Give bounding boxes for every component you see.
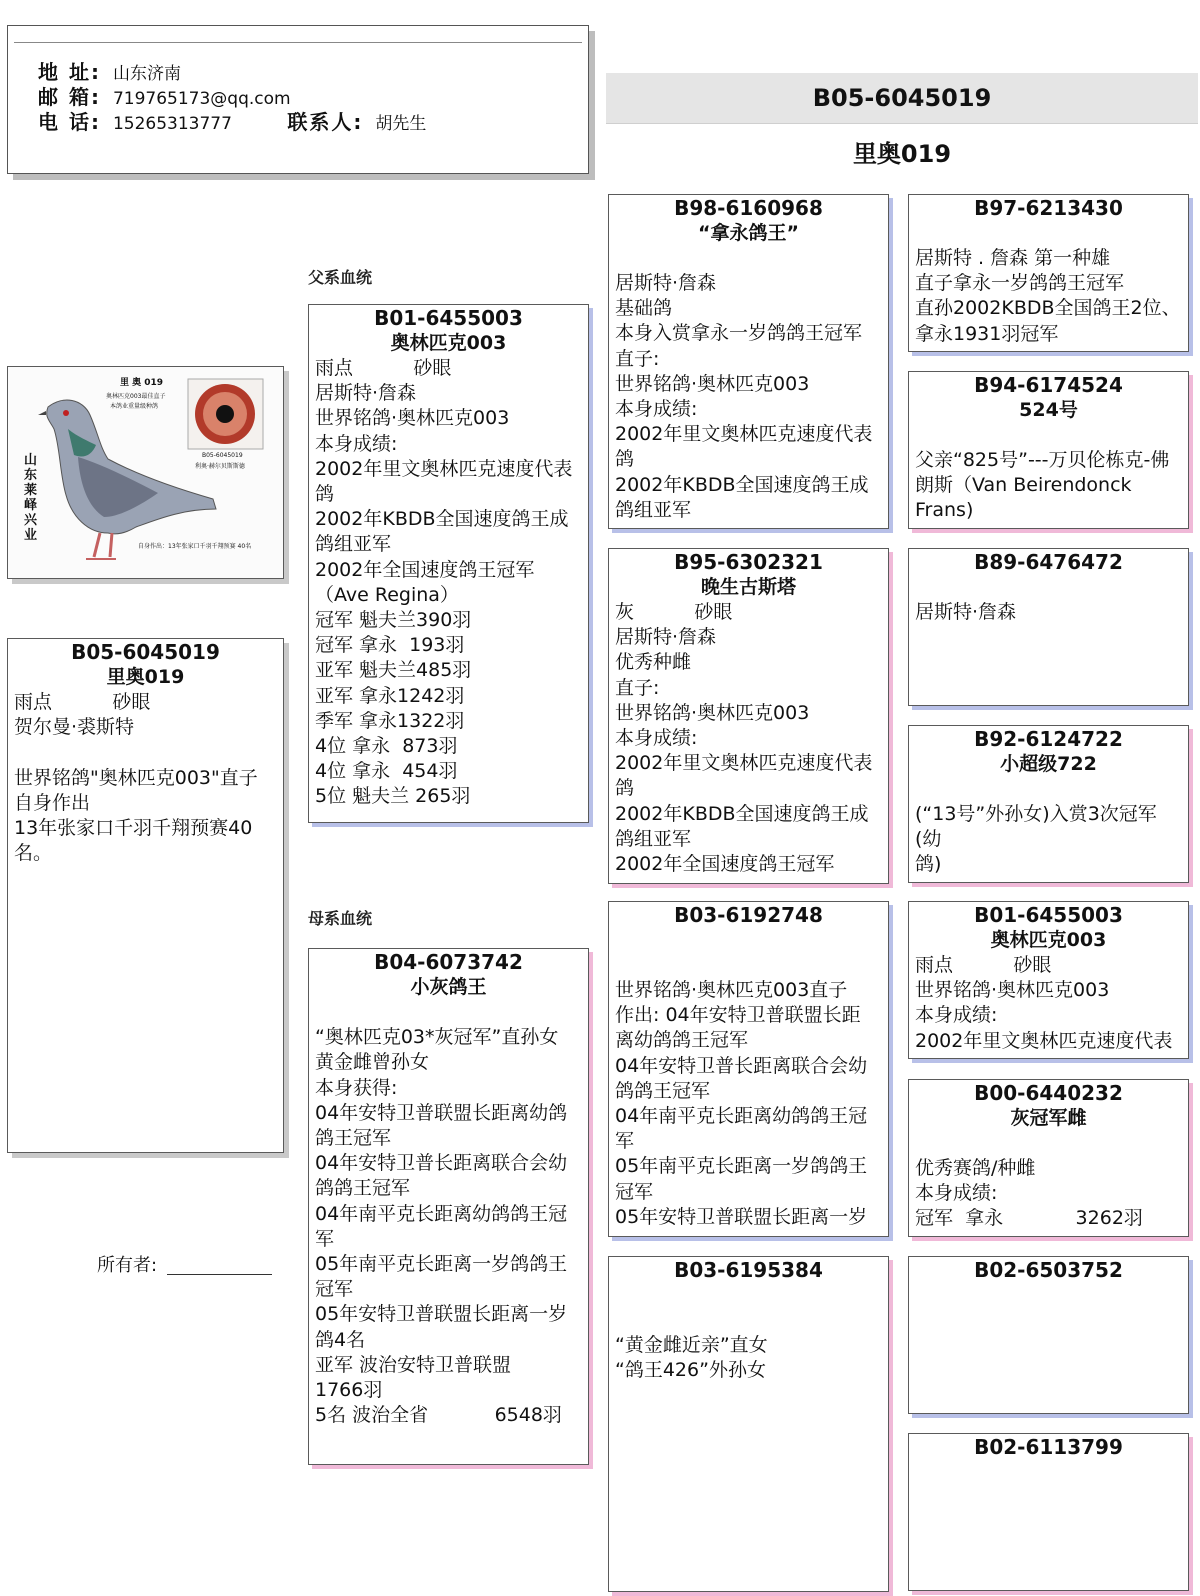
gen4-6-ring: B02-6503752 xyxy=(974,1258,1123,1282)
pedigree-text-line: 鸽组亚军 xyxy=(315,533,392,556)
dam-line-label: 母系血统 xyxy=(308,909,373,928)
pedigree-text-line: 鸽 xyxy=(315,483,335,506)
photo-footer: 自身作出：13年张家口千羽千翔预赛 40名 xyxy=(138,543,252,550)
pedigree-text-line: 居斯特 . 詹森 第一种雄 xyxy=(915,247,1111,269)
gen4-card-1 xyxy=(908,194,1189,352)
pedigree-text-line: 名。 xyxy=(14,842,53,865)
gen4-card-8 xyxy=(908,1433,1189,1591)
pedigree-text-line: (“13号”外孙女)入赏3次冠军(幼 xyxy=(915,803,1157,851)
pedigree-text-line: 军 xyxy=(315,1227,335,1250)
pedigree-text-line: 世界铭鸽·奥林匹克003 xyxy=(615,701,810,724)
pedigree-text-line: Frans) xyxy=(915,499,974,522)
granddam-maternal-card xyxy=(608,1256,889,1592)
gen3-0-lines xyxy=(615,271,882,523)
gen3-1-lines xyxy=(615,600,882,877)
email-label: 邮 箱: xyxy=(38,85,101,109)
pedigree-text-line: 居斯特·詹森 xyxy=(315,382,417,405)
gen4-1-ring: B94-6174524 xyxy=(974,373,1123,397)
contact-person-value: 胡先生 xyxy=(375,114,427,134)
pedigree-text-line: 2002年全国速度鸽王冠军 xyxy=(615,853,835,876)
gen4-2-lines xyxy=(915,600,1182,625)
gen3-0-name: “拿永鸽王” xyxy=(698,222,799,244)
gen4-1-lines xyxy=(915,448,1182,524)
address-label: 地 址: xyxy=(38,60,101,84)
pedigree-text-line: 居斯特·詹森 xyxy=(615,272,717,294)
pedigree-text-line: 鸽鸽王冠军 xyxy=(315,1177,411,1200)
phone-value: 15265313777 xyxy=(112,114,232,134)
gen4-4-name: 奥林匹克003 xyxy=(990,929,1107,951)
pedigree-text-line: 04年安特卫普长距离联合会幼 xyxy=(315,1152,568,1175)
gen4-card-5 xyxy=(908,901,1189,1059)
subject-card xyxy=(7,638,284,1153)
photo-eye-ring: B05-6045019 xyxy=(202,452,243,459)
pedigree-text-line: 世界铭鸽·奥林匹克003直子 xyxy=(615,979,848,1001)
gen3-3-ring: B03-6195384 xyxy=(674,1258,823,1282)
contact-panel xyxy=(7,25,589,174)
pedigree-text-line: 5名 波治全省 6548羽 xyxy=(315,1404,562,1427)
gen4-0-lines xyxy=(915,246,1182,347)
sire-card xyxy=(308,304,589,823)
photo-eye-caption: 利奥·赫尔贝斯斯德 xyxy=(195,463,245,470)
subject-ring: B05-6045019 xyxy=(71,640,220,664)
gen4-3-ring: B92-6124722 xyxy=(974,727,1123,751)
pedigree-text-line: 鸽鸽王冠军 xyxy=(615,1079,711,1102)
pedigree-text-line: 灰 砂眼 xyxy=(615,601,733,623)
pedigree-text-line: 04年安特卫普长距离联合会幼 xyxy=(615,1054,868,1077)
gen4-card-3 xyxy=(908,548,1189,706)
pedigree-text-line: 贺尔曼·裘斯特 xyxy=(14,716,135,739)
pedigree-text-line: 亚军 魁夫兰485羽 xyxy=(315,659,472,682)
photo-caption-1: 奥林匹克003最佳直子 xyxy=(106,393,166,400)
grandsire-paternal-card xyxy=(608,194,889,529)
pedigree-text-line: 本身入赏拿永一岁鸽鸽王冠军 xyxy=(615,322,863,345)
grandsire-maternal-card xyxy=(608,901,889,1237)
pedigree-text-line: 本身成绩: xyxy=(315,432,398,455)
photo-title: 里 奥 019 xyxy=(120,378,164,388)
pedigree-text-line: 05年南平克长距离一岁鸽鸽王 xyxy=(615,1155,868,1178)
email-value[interactable]: 719765173@qq.com xyxy=(112,89,291,109)
pedigree-text-line: 本身成绩: xyxy=(915,1004,998,1027)
pedigree-text-line: 鸽4名 xyxy=(315,1328,366,1351)
pedigree-text-line: 5位 魁夫兰 265羽 xyxy=(315,785,471,808)
gen4-7-ring: B02-6113799 xyxy=(974,1435,1123,1459)
pedigree-text-line: 2002年KBDB全国速度鸽王成 xyxy=(315,508,569,531)
contact-divider xyxy=(14,42,582,43)
pedigree-text-line: 本身获得: xyxy=(315,1076,398,1099)
pedigree-text-line: 本身成绩: xyxy=(615,727,698,750)
pedigree-text-line: 优秀种雌 xyxy=(615,651,692,674)
subject-name: 里奥019 xyxy=(106,666,185,688)
pedigree-text-line: 04年安特卫普联盟长距离幼鸽 xyxy=(315,1101,568,1124)
pedigree-text-line: 1766羽 xyxy=(315,1379,383,1402)
pedigree-text-line: 亚军 拿永1242羽 xyxy=(315,684,465,707)
pedigree-text-line: 本身成绩: xyxy=(615,398,698,421)
contact-person-label: 联系人: xyxy=(287,110,364,134)
gen3-3-lines xyxy=(615,1333,882,1383)
sire-ring: B01-6455003 xyxy=(374,306,523,330)
pedigree-text-line: 军 xyxy=(615,1130,635,1153)
gen3-1-ring: B95-6302321 xyxy=(674,550,823,574)
gen3-1-name: 晚生古斯塔 xyxy=(700,576,796,598)
gen4-card-7 xyxy=(908,1256,1189,1414)
pedigree-text-line xyxy=(315,1000,582,1025)
gen4-3-lines xyxy=(915,802,1182,878)
gen4-0-ring: B97-6213430 xyxy=(974,196,1123,220)
pedigree-text-line: 4位 拿永 454羽 xyxy=(315,760,458,783)
owner-blank-line xyxy=(167,1258,272,1275)
pedigree-text-line: 05年安特卫普联盟长距离一岁 xyxy=(315,1303,568,1326)
pedigree-text-line: 2002年KBDB全国速度鸽王成 xyxy=(615,802,869,825)
pedigree-text-line: 冠军 xyxy=(615,1180,654,1203)
pedigree-text-line: 鸽组亚军 xyxy=(615,498,692,521)
pedigree-text-line: 直孙2002KBDB全国鸽王2位、 xyxy=(915,297,1181,320)
pedigree-text-line: 04年南平克长距离幼鸽鸽王冠 xyxy=(615,1105,868,1128)
sire-line-label: 父系血统 xyxy=(308,268,373,287)
header-ring-banner: B05-6045019 xyxy=(606,73,1198,124)
gen4-3-name: 小超级722 xyxy=(1000,753,1097,775)
gen4-1-name: 524号 xyxy=(1019,399,1078,421)
gen3-2-lines xyxy=(615,978,882,1230)
pedigree-text-line: 自身作出 xyxy=(14,791,91,814)
pedigree-text-line: 直子拿永一岁鸽鸽王冠军 xyxy=(915,272,1125,295)
pedigree-text-line: 2002年里文奥林匹克速度代表 xyxy=(315,457,573,480)
pedigree-text-line: 04年南平克长距离幼鸽鸽王冠 xyxy=(315,1202,568,1225)
photo-vertical-text: 山东莱峄兴业 xyxy=(24,453,38,543)
owner-label: 所有者: xyxy=(97,1255,158,1276)
gen3-0-ring: B98-6160968 xyxy=(674,196,823,220)
gen4-5-name: 灰冠军雌 xyxy=(1010,1107,1087,1129)
pedigree-text-line: 基础鸽 xyxy=(615,297,673,320)
pedigree-text-line: 雨点 砂眼 xyxy=(315,357,452,379)
pedigree-text-line: 冠军 拿永 3262羽 xyxy=(915,1207,1143,1230)
pedigree-text-line: 拿永1931羽冠军 xyxy=(915,322,1059,345)
pedigree-text-line: （Ave Regina） xyxy=(315,583,459,606)
gen4-card-2 xyxy=(908,371,1189,529)
sire-lines xyxy=(315,356,582,810)
sire-name: 奥林匹克003 xyxy=(390,332,507,354)
pedigree-text-line: 13年张家口千羽千翔预赛40 xyxy=(14,817,253,840)
pedigree-text-line: 父亲“825号”---万贝伦栋克-佛 xyxy=(915,449,1170,471)
gen3-2-ring: B03-6192748 xyxy=(674,903,823,927)
pedigree-text-line: 2002年里文奥林匹克速度代表 xyxy=(615,752,873,775)
gen4-card-4 xyxy=(908,725,1189,883)
pedigree-text-line: 亚军 波治安特卫普联盟 xyxy=(315,1353,512,1376)
pigeon-photo xyxy=(7,366,284,579)
dam-ring: B04-6073742 xyxy=(374,950,523,974)
pedigree-text-line: 雨点 砂眼 xyxy=(915,954,1052,976)
photo-caption-2: 本鸽业重量级种鸽 xyxy=(110,403,159,410)
pedigree-text-line: 冠军 xyxy=(315,1278,354,1301)
pedigree-text-line: 05年南平克长距离一岁鸽鸽王 xyxy=(315,1253,568,1276)
pedigree-text-line: 本身成绩: xyxy=(915,1182,998,1205)
pedigree-text-line: 居斯特·詹森 xyxy=(915,601,1017,623)
header-pigeon-name: 里奥019 xyxy=(852,140,952,168)
pedigree-text-line: 直子: xyxy=(615,347,660,370)
pedigree-text-line: “鸽王426”外孙女 xyxy=(615,1359,766,1382)
subject-lines xyxy=(14,690,277,866)
pedigree-text-line: 2002年全国速度鸽王冠军 xyxy=(315,558,535,581)
pedigree-text-line: 优秀赛鸽/种雌 xyxy=(915,1157,1036,1179)
pedigree-text-line: 居斯特·詹森 xyxy=(615,626,717,649)
pedigree-text-line: 冠军 魁夫兰390羽 xyxy=(315,609,472,632)
pedigree-text-line: 冠军 拿永 193羽 xyxy=(315,634,465,657)
pedigree-text-line: 4位 拿永 873羽 xyxy=(315,735,458,758)
gen4-2-ring: B89-6476472 xyxy=(974,550,1123,574)
pedigree-text-line: 世界铭鸽·奥林匹克003 xyxy=(915,979,1110,1002)
pedigree-text-line: 朗斯（Van Beirendonck xyxy=(915,474,1132,497)
pedigree-text-line: 作出: 04年安特卫普联盟长距 xyxy=(615,1004,861,1027)
pedigree-text-line: 2002年里文奥林匹克速度代表 xyxy=(915,1029,1173,1052)
pedigree-text-line: 世界铭鸽·奥林匹克003 xyxy=(615,372,810,395)
pedigree-text-line: 鸽组亚军 xyxy=(615,827,692,850)
pedigree-text-line: 季军 拿永1322羽 xyxy=(315,709,465,732)
gen4-4-ring: B01-6455003 xyxy=(974,903,1123,927)
pedigree-text-line: 世界铭鸽·奥林匹克003 xyxy=(315,407,510,430)
pedigree-text-line: 鸽 xyxy=(615,777,635,800)
pedigree-text-line: 2002年KBDB全国速度鸽王成 xyxy=(615,473,869,496)
pedigree-text-line: 离幼鸽鸽王冠军 xyxy=(615,1029,749,1052)
gen4-card-6 xyxy=(908,1079,1189,1237)
granddam-paternal-card xyxy=(608,548,889,884)
pedigree-text-line xyxy=(14,740,277,765)
gen4-4-lines xyxy=(915,953,1182,1054)
pedigree-text-line: 鸽王冠军 xyxy=(315,1127,392,1150)
phone-row xyxy=(38,106,426,135)
gen4-5-ring: B00-6440232 xyxy=(974,1081,1123,1105)
pedigree-text-line: 05年安特卫普联盟长距离一岁 xyxy=(615,1205,868,1228)
dam-lines xyxy=(315,1000,582,1428)
pedigree-text-line: 直子: xyxy=(615,676,660,699)
pedigree-text-line: 鸽) xyxy=(915,853,942,876)
pedigree-text-line: “黄金雌近亲”直女 xyxy=(615,1334,768,1356)
dam-name: 小灰鸽王 xyxy=(410,976,487,998)
phone-label: 电 话: xyxy=(38,110,101,134)
pedigree-text-line: 2002年里文奥林匹克速度代表 xyxy=(615,423,873,446)
pedigree-text-line: 鸽 xyxy=(615,448,635,471)
pedigree-text-line: 世界铭鸽"奥林匹克003"直子 xyxy=(14,766,258,789)
address-value: 山东济南 xyxy=(112,64,181,84)
pedigree-text-line: 黄金雌曾孙女 xyxy=(315,1051,430,1074)
dam-card xyxy=(308,948,589,1465)
pedigree-text-line: 雨点 砂眼 xyxy=(14,691,151,713)
gen4-5-lines xyxy=(915,1156,1182,1232)
pedigree-text-line: “奥林匹克03*灰冠军”直孙女 xyxy=(315,1026,559,1049)
owner-field xyxy=(97,1251,272,1277)
